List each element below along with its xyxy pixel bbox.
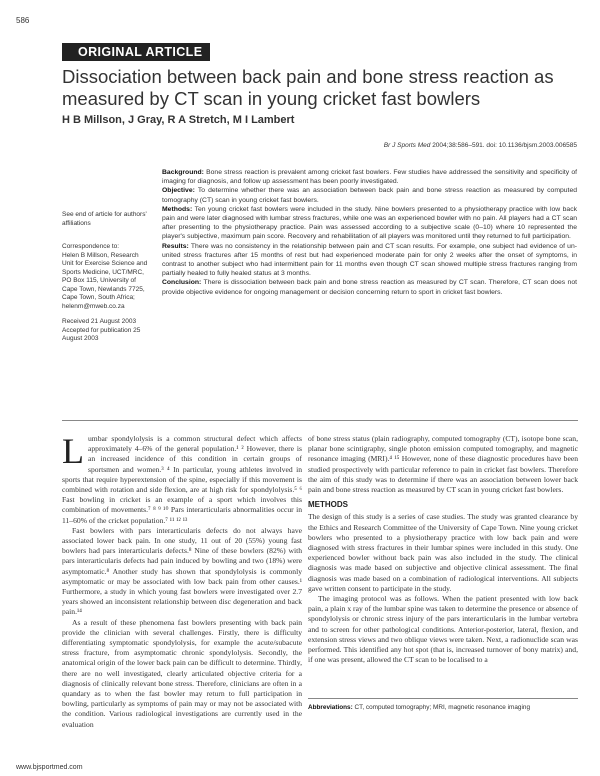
abstract-results-text: There was no consistency in the relationship between pain and CT scan results. For example, one subject had evidence of un-united stress fractures after 15 months of rest but had experienced moderate pain for only 2 weeks after the onset of symptoms, in contrast to another subject who had intermittent pain for 11 months even though CT scan showed multiple stress fractures ranging from partially healed to fully healed status at 3 months. [162, 242, 577, 278]
abstract-background [162, 168, 577, 186]
abbreviations-label: Abbreviations: [308, 704, 353, 711]
abstract-background-text: Bone stress reaction is prevalent among cricket fast bowlers. Few studies have addressed the sensitivity and specificity of imaging for diagnosis, and follow up assessment has been poorly investigated. [162, 169, 578, 186]
body-column-right [308, 434, 578, 764]
abstract-background-label: Background: [162, 169, 204, 176]
intro-paragraph-3: As a result of these phenomena fast bowlers presenting with back pain provide the clinician with several challenges. Firstly, there is difficulty differentiating symptomatic spondylolysis, for example the acute/subacute stress fracture, from asymptomatic chronic spondylolysis. Secondly, the anatomical origin of the lower back pain can be difficult to determine. Thirdly, there are no well investigated, clearly articulated objective criteria for a diagnosis of clinically relevant bone stress. Therefore, clinicians are often in a quandary as to when the fast bowler may return to full participation in bowling, particularly as symptoms of pain may or may not be associated with the condition. Various radiological investigations are currently used in the evaluation [62, 617, 302, 729]
intro-paragraph-4: of bone stress status (plain radiography, computed tomography (CT), isotope bone scan, planar bone scintigraphy, single photon emission computed tomography, and magnetic resonance imaging (MRI).⁴ ¹⁵ However, none of these diagnostic procedures have been studied prospectively with particular reference to pain in cricket fast bowlers. Therefore the aim of this study was to determine if there was an association between lower back pain and bone stress reaction as measured by CT scan in young cricket fast bowlers. [308, 434, 578, 495]
correspondence-block [62, 243, 148, 311]
drop-cap: L [62, 434, 84, 471]
citation-line [384, 142, 577, 149]
abstract-methods-label: Methods: [162, 205, 193, 213]
intro-paragraph-2: Fast bowlers with pars interarticularis defects do not always have associated lower back pain. In one study, 11 out of 20 (55%) young fast bowlers had pars interarticularis defects.⁸ Nine of these bowlers (82%) with pars interarticularis defects had pain induced by bowling and two (18%) were asymptomatic.⁸ Another study has shown that spondylolysis is commonly asymptomatic or may be associated with low back pain from other causes.¹ Furthermore, a study in which young fast bowlers were investigated over 2.7 years showed an inconsistent relationship between disc degeneration and back pain.¹⁴ [62, 525, 302, 617]
abstract-conclusion-text: There is dissociation between back pain and bone stress reaction as measured by CT scan. Therefore, CT scan does not provide objective evidence for ongoing management or decision concerning return to sport in cricket fast bowlers. [162, 279, 578, 296]
abstract [162, 168, 577, 297]
body-column-left [62, 434, 302, 752]
accepted-date: Accepted for publication 25 August 2003 [62, 326, 141, 342]
article-type-banner: ORIGINAL ARTICLE [62, 43, 210, 61]
abstract-methods-text: Ten young cricket fast bowlers were included in the study. Nine bowlers presented to a physiotherapy practice with low back pain and were later diagnosed with lumbar stress fractures, while one was an experienced bowler with no pain. All players had a CT scan after presenting to the physiotherapy practice. Pain was assessed according to a subjective scale (0–10) where 10 represented the player's subjective, maximum pain score. Recovery and rehabilitation of all players was monitored until they returned to full participation. [162, 205, 577, 241]
abstract-conclusion-label: Conclusion: [162, 279, 202, 287]
volume-pages-doi: 2004;38:586–591. doi: 10.1136/bjsm.2003.006585 [432, 142, 577, 149]
article-title: Dissociation between back pain and bone stress reaction as measured by CT scan in young cricket fast bowlers [62, 66, 554, 109]
abstract-conclusion [162, 278, 577, 296]
correspondence-address: Helen B Millson, Research Unit for Exercise Science and Sports Medicine, UCT/MRC, PO Box 115, University of Cape Town, Newlands 7725, Cape Town, South Africa; helenm@mweb.co.za [62, 251, 148, 310]
correspondence-label: Correspondence to: [62, 243, 120, 250]
intro-paragraph-1-text: umbar spondylolysis is a common structural defect which affects approximately 4–6% of the general population.¹ ² However, there is an increased incidence of this condition in certain groups of sportsmen and women.³ ⁴ In particular, young athletes involved in sports that require hyperextension of the spine, especially if this movement is combined with rotation and side flexion, are at high risk for spondylolysis.⁵ ⁶ Fast bowling in cricket is an example of a sport which involves this combination of movements.⁷ ⁸ ⁹ ¹⁰ Pars interarticularis abnormalities occur in 11–60% of the cricket population.⁷ ¹¹ ¹² ¹³ [62, 434, 302, 525]
abbreviations-text: CT, computed tomography; MRI, magnetic resonance imaging [354, 704, 531, 711]
dates-block [62, 318, 148, 344]
abstract-results-label: Results: [162, 242, 189, 250]
section-divider [62, 420, 578, 421]
abstract-objective-label: Objective: [162, 187, 195, 195]
intro-paragraph-1 [62, 434, 302, 526]
received-date: Received 21 August 2003 [62, 318, 137, 325]
abstract-objective-text: To determine whether there was an association between back pain and bone stress reaction as measured by computed tomography (CT) scan in young cricket fast bowlers. [162, 187, 578, 204]
author-list: H B Millson, J Gray, R A Stretch, M I Lambert [62, 114, 295, 126]
page-number: 586 [16, 16, 30, 25]
affiliations-note: See end of article for authors' affiliations [62, 211, 147, 227]
abstract-methods [162, 205, 577, 242]
methods-paragraph-1: The design of this study is a series of case studies. The study was granted clearance by the Ethics and Research Committee of the University of Cape Town. Nine young cricket bowlers who presented to a physiotherapy practice with low back pain and were diagnosed with stress fractures in their lumbar spines were included in this study. One experienced bowler without back pain was also included in the study. The clinical diagnosis was made based on subjective and objective clinical assessment. The final diagnosis was made based on a combination of radiological interventions. All subjects gave written consent to participate in the study. [308, 512, 578, 593]
methods-heading: METHODS [308, 500, 348, 510]
abstract-objective [162, 186, 577, 204]
abbreviations-box [308, 698, 578, 712]
abstract-results [162, 242, 577, 279]
footer-url[interactable]: www.bjsportmed.com [16, 764, 83, 771]
methods-paragraph-2: The imaging protocol was as follows. When the patient presented with low back pain, a plain x ray of the lumbar spine was taken to determine the presence or absence of spondylolysis or chronic stress injury of the pars interarticularis in the lumbar vertebra and to screen for other pathological conditions. Anterior-posterior, lateral, flexion, and extension stress views and two oblique views were taken. Next, a radionuclide scan was performed. This identified any hot spot (that is, increased turnover of bony matrix) and, if one was present, allowed the CT scan to be localised to a [308, 594, 578, 665]
journal-name: Br J Sports Med [383, 142, 431, 149]
